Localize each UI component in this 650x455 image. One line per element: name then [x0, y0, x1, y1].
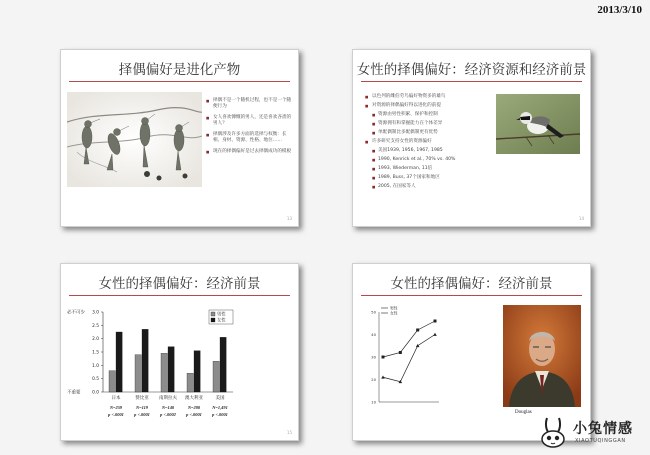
sub-bullet-item: ■ 1993, Wiederman, 11倍	[365, 166, 580, 172]
y-tick-label: 1.0	[92, 363, 99, 369]
page-number: 15	[286, 430, 292, 435]
bar-女性	[168, 347, 174, 392]
bar-女性	[116, 332, 122, 392]
y-tick-label: 1.5	[92, 350, 99, 356]
bar-男性	[109, 371, 115, 392]
title-divider	[69, 295, 290, 296]
sub-bullet-item: ■ 1990, Kenrick et al., 70% vs. 40%	[365, 157, 580, 163]
y-tick-label: 30	[371, 354, 376, 360]
y-tick-label: 2.5	[92, 323, 99, 329]
series-line-男性	[383, 321, 435, 357]
title-divider	[361, 295, 582, 296]
x-category-label: 澳大利亚	[185, 396, 203, 401]
legend-swatch	[211, 318, 215, 322]
y-tick-label: 0.5	[92, 377, 99, 383]
data-point	[416, 329, 419, 332]
sample-size-label: N=280	[187, 405, 201, 410]
slide-title: 女性的择偶偏好：经济资源和经济前景	[356, 62, 587, 78]
sub-bullet-item: ■ 资源拥有和掌握能力在个体差异	[365, 121, 580, 127]
slide-title: 女性的择偶偏好：经济前景	[390, 276, 553, 292]
y-tick-label: 3.0	[92, 310, 99, 316]
p-value-label: p <.0001	[186, 412, 202, 417]
bullet-list	[206, 98, 292, 160]
slide-title: 择偶偏好是进化产物	[118, 62, 241, 78]
bullet-item: ■ 女人喜欢慷慨的男人，还是喜欢吝啬的男人？	[206, 115, 292, 127]
y-tick-label: 0.0	[92, 390, 99, 396]
bullet-item: ■ 对资源的择偶偏好得以进化的前提	[365, 103, 580, 109]
bar-女性	[194, 351, 200, 392]
chart-legend	[209, 310, 233, 324]
page-number: 14	[578, 216, 584, 221]
bullet-list	[365, 94, 580, 193]
x-category-label: 南斯拉夫	[159, 396, 177, 401]
y-tick-label: 10	[371, 399, 376, 405]
sample-size-label: N=1,491	[212, 405, 228, 410]
rabbit-logo-icon	[537, 414, 571, 450]
p-value-label: p <.0001	[108, 412, 124, 417]
chart-legend	[381, 305, 398, 315]
bar-男性	[135, 355, 141, 392]
portrait-caption: Douglas	[515, 410, 532, 415]
bullet-item: ■ 择偶不是一个随机过程，也不是一个随便行为	[206, 98, 292, 110]
sub-bullet-item: ■ 资源由男性积累、保护和控制	[365, 112, 580, 118]
sub-bullet-item: ■ 美国1939, 1956, 1967, 1985	[365, 148, 580, 154]
title-divider	[69, 81, 290, 82]
legend-label: 女性	[217, 318, 226, 324]
print-date: 2013/3/10	[597, 4, 642, 16]
bullet-item: ■ 许多研究支持女性的资源偏好	[365, 139, 580, 145]
sub-bullet-item: ■ 1989, Buss, 37个国家和地区	[365, 175, 580, 181]
preference-line-chart	[357, 304, 497, 432]
bullet-item: ■ 择偶涉及许多方面的选择与权衡：长相、身材、资源、性格、地位……	[206, 132, 292, 144]
sub-bullet-item: ■ 2005, 在国家等人	[365, 184, 580, 190]
data-point	[399, 351, 402, 354]
slide-1	[60, 49, 299, 227]
sample-size-label: N=119	[135, 405, 149, 410]
y-axis-top-label: 必不可少	[67, 310, 85, 316]
x-category-label: 赞比亚	[135, 396, 149, 401]
slide-3	[60, 263, 299, 441]
sample-size-label: N=259	[109, 405, 123, 410]
data-point	[382, 356, 385, 359]
legend-swatch	[211, 312, 215, 316]
slide-title: 女性的择偶偏好：经济前景	[98, 276, 261, 292]
legend-label: 男性	[390, 305, 398, 311]
bar-男性	[213, 361, 219, 392]
bar-男性	[161, 353, 167, 392]
bar-男性	[187, 373, 193, 392]
x-category-label: 日本	[111, 396, 121, 401]
p-value-label: p <.0001	[212, 412, 228, 417]
y-tick-label: 20	[371, 377, 376, 382]
bar-女性	[220, 337, 226, 392]
slide-2	[352, 49, 591, 227]
y-axis-bottom-label: 不重要	[67, 390, 81, 396]
bullet-item: ■ 现在的择偶偏好是过去择偶成功的模板	[206, 149, 292, 155]
p-value-label: p <.0002	[160, 412, 176, 417]
douglas-portrait-photo	[503, 305, 581, 407]
y-tick-label: 50	[371, 309, 376, 315]
watermark-name: 小兔情感	[573, 421, 633, 437]
x-category-label: 美国	[215, 396, 225, 401]
y-tick-label: 2.0	[92, 337, 99, 343]
data-point	[434, 320, 437, 323]
watermark-logo	[537, 414, 647, 452]
data-point	[381, 375, 385, 378]
watermark-subtitle: XIAOTUQINGGAN	[575, 438, 626, 444]
legend-label: 男性	[217, 312, 226, 318]
legend-label: 女性	[390, 310, 398, 316]
y-tick-label: 40	[371, 332, 376, 337]
data-point	[433, 333, 437, 336]
bar-女性	[142, 329, 148, 392]
sub-bullet-item: ■ 单配偶制比多配偶制更有优势	[365, 130, 580, 136]
resource-preference-bar-chart	[63, 302, 293, 438]
data-point	[416, 344, 420, 347]
p-value-label: p <.0001	[134, 412, 150, 417]
hummingbirds-illustration	[67, 92, 202, 187]
title-divider	[361, 81, 582, 82]
bullet-item: ■ 以色列的雌伯劳鸟偏好物资多的雄鸟	[365, 94, 580, 100]
sample-size-label: N=140	[161, 405, 175, 410]
page-number: 13	[286, 216, 292, 221]
